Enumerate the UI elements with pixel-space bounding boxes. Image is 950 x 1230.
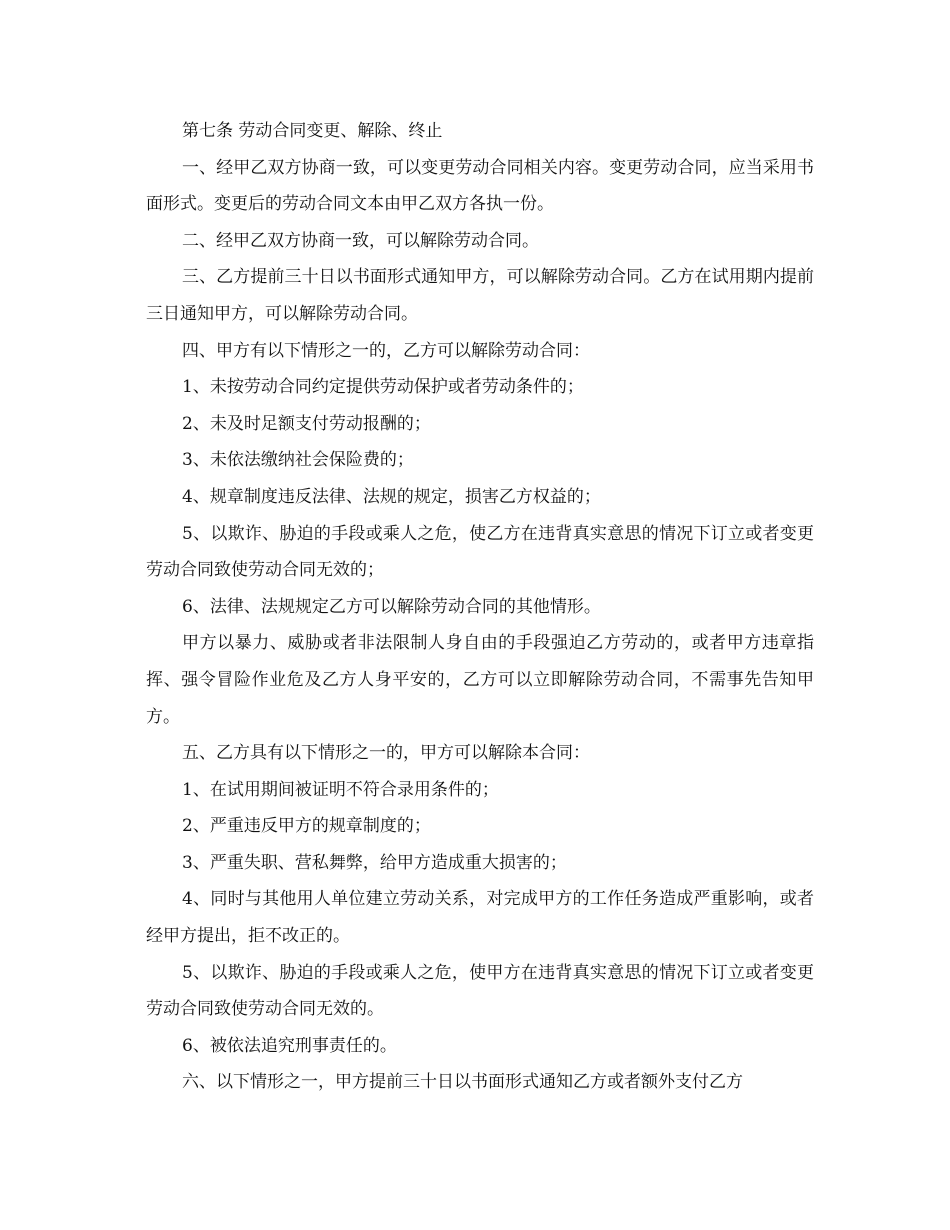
clause-5-item-1: 1、在试用期间被证明不符合录用条件的； [182,779,499,800]
clause-4-heading: 四、甲方有以下情形之一的，乙方可以解除劳动合同： [182,340,590,361]
clause-4-item-1: 1、未按劳动合同约定提供劳动保护或者劳动条件的； [182,377,584,398]
clause-5-item-3: 3、严重失职、营私舞弊，给甲方造成重大损害的； [182,852,567,873]
clause-2-mutual-termination: 二、经甲乙双方协商一致，可以解除劳动合同。 [182,230,539,251]
clause-5-item-4: 4、同时与其他用人单位建立劳动关系，对完成甲方的工作任务造成严重影响，或者经甲方提出，拒不改正的。 [146,889,814,947]
clause-1-mutual-change: 一、经甲乙双方协商一致，可以变更劳动合同相关内容。变更劳动合同，应当采用书面形式。变更后的劳动合同文本由甲乙双方各执一份。 [146,157,814,215]
clause-3-notice-termination: 三、乙方提前三十日以书面形式通知甲方，可以解除劳动合同。乙方在试用期内提前三日通知甲方，可以解除劳动合同。 [146,267,814,324]
clause-5-item-2: 2、严重违反甲方的规章制度的； [182,816,431,837]
clause-4-item-3: 3、未依法缴纳社会保险费的； [182,450,414,471]
clause-4-item-2: 2、未及时足额支付劳动报酬的； [182,413,431,434]
clause-5-heading: 五、乙方具有以下情形之一的，甲方可以解除本合同： [182,743,590,764]
clause-5-item-5: 5、以欺诈、胁迫的手段或乘人之危，使甲方在违背真实意思的情况下订立或者变更劳动合同致使劳动合同无效的。 [146,962,814,1020]
clause-4-item-6: 6、法律、法规规定乙方可以解除劳动合同的其他情形。 [182,596,601,617]
clause-6-heading: 六、以下情形之一，甲方提前三十日以书面形式通知乙方或者额外支付乙方 [182,1072,743,1093]
article-heading: 第七条 劳动合同变更、解除、终止 [182,121,443,141]
clause-4-item-4: 4、规章制度违反法律、法规的规定，损害乙方权益的； [182,486,601,507]
clause-4-immediate-termination: 甲方以暴力、威胁或者非法限制人身自由的手段强迫乙方劳动的，或者甲方违章指挥、强令冒险作业危及乙方人身平安的，乙方可以立即解除劳动合同，不需事先告知甲方。 [146,633,814,727]
clause-5-item-6: 6、被依法追究刑事责任的。 [182,1035,397,1056]
clause-4-item-5: 5、以欺诈、胁迫的手段或乘人之危，使乙方在违背真实意思的情况下订立或者变更劳动合同致使劳动合同无效的； [146,523,814,581]
document-body [146,113,814,1101]
